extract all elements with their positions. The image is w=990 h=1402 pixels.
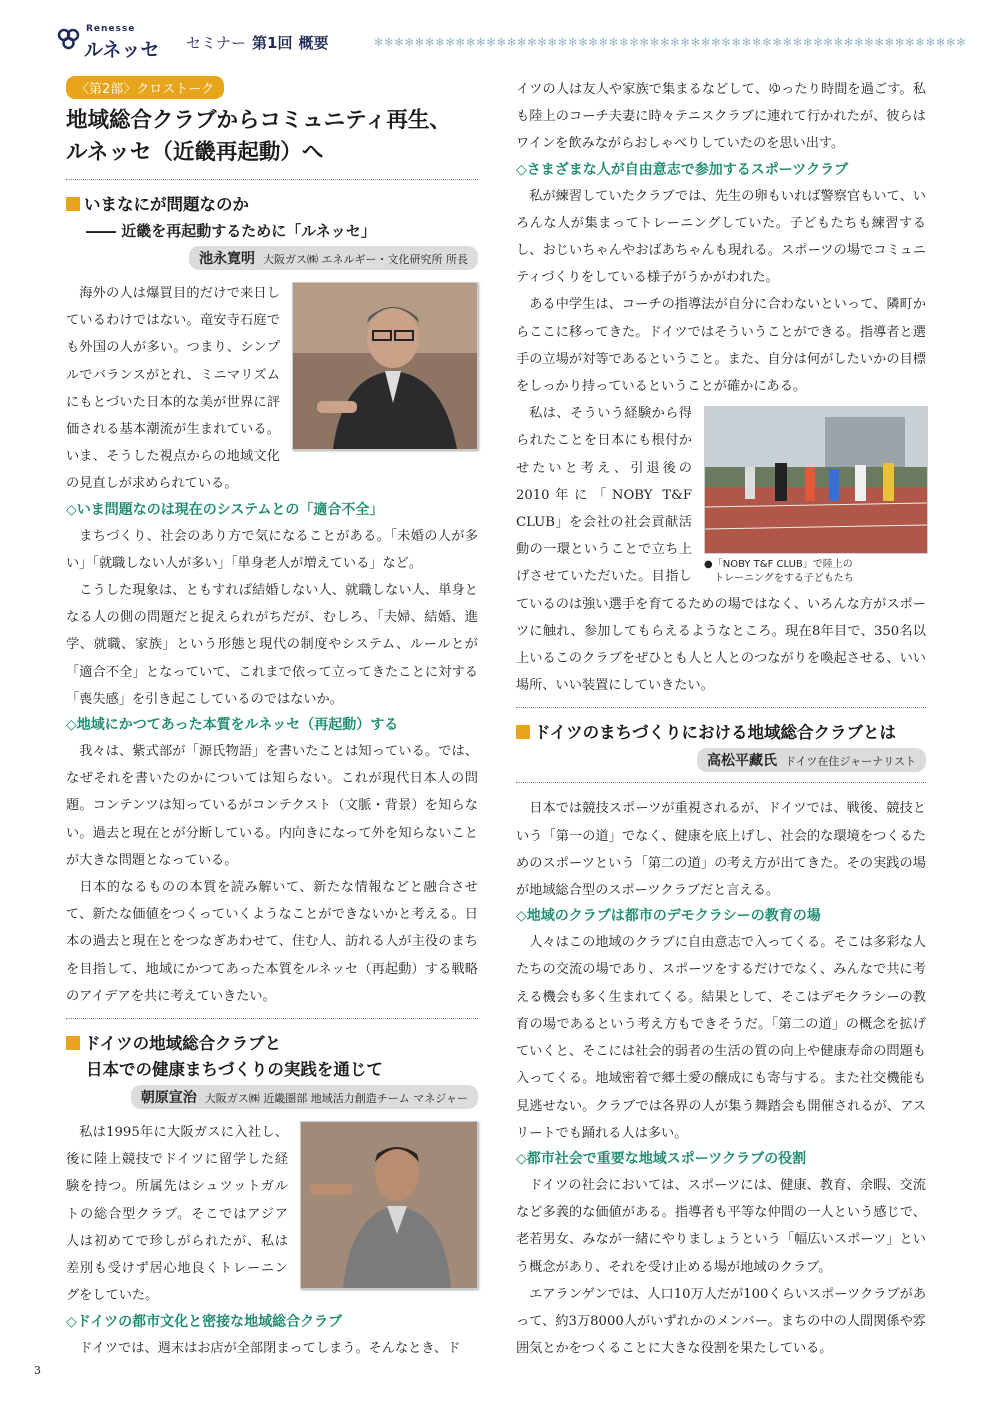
left-column bbox=[66, 76, 478, 1362]
header-kind: 概要 bbox=[298, 34, 329, 52]
header-session: 第1回 bbox=[252, 34, 293, 52]
square-bullet-icon bbox=[66, 197, 80, 211]
author-badge-ikenaga: 池永寛明 大阪ガス㈱ エネルギー・文化研究所 所長 bbox=[189, 246, 478, 270]
paragraph: こうした現象は、ともすれば結婚しない人、就職しない人、単身となる人の側の問題だと捉えられがちだが、むしろ、「夫婦、結婚、進学、就職、家族」という形態と現代の制度やシステム、ルールとが「適合不全」となっていて、これまで依って立ってきたことに対する「喪失感」を引き起こしているのではないか。 bbox=[66, 583, 478, 707]
section-1-subtitle: ―― 近畿を再起動するために「ルネッセ」 bbox=[86, 222, 376, 240]
renesse-logo-icon bbox=[56, 26, 82, 52]
paragraph: エアランゲンでは、人口10万人だが100くらいスポーツクラブがあって、約3万8000人がいずれかのメンバー。まちの中の人間関係や雰囲気とかをつくることに大きな役割を果たしている。 bbox=[516, 1286, 927, 1357]
paragraph: 私は、そういう経験から得られたことを日本にも根付かせたいと考え、引退後の2010年に「NOBY T&F CLUB」を会社の社会貢献活動の一環ということで立ち上げさせていただいた。目指しているのは強い選手を育てるための場ではなく、いろんな方がスポーツに触れ、参加してもらえるようなところ。現在8年目で、350名以上いるこのクラブをぜひとも人と人とのつながりを喚起させる、いい場所、いい装置にしていきたい。 bbox=[516, 406, 926, 694]
subheading: ◇さまざまな人が自由意志で参加するスポーツクラブ bbox=[516, 161, 849, 178]
logo-main-text: ルネッセ bbox=[84, 39, 160, 61]
right-column bbox=[516, 76, 926, 1362]
paragraph: 海外の人は爆買目的だけで来日しているわけではない。竜安寺石庭でも外国の人が多い。つまり、シンプルでバランスがとれ、ミニマリズムにもとづいた日本的な美が世界に評価される基本潮流が生まれている。いま、そうした視点からの地域文化の見直しが求められている。 bbox=[66, 286, 280, 492]
club-photo bbox=[704, 406, 928, 554]
page-number: 3 bbox=[34, 1364, 41, 1377]
header-star-rule: ✻✻✻✻✻✻✻✻✻✻✻✻✻✻✻✻✻✻✻✻✻✻✻✻✻✻✻✻✻✻✻✻✻✻✻✻✻✻✻✻✻✻✻✻✻✻✻✻✻✻✻✻✻✻✻✻✻✻ bbox=[374, 36, 967, 49]
paragraph: イツの人は友人や家族で集まるなどして、ゆったり時間を過ごす。私も陸上のコーチ夫妻に時々テニスクラブに連れて行かれたが、彼らはワインを飲みながらおしゃべりしていたのを思い出す。 bbox=[516, 82, 926, 152]
subheading: ◇都市社会で重要な地域スポーツクラブの役割 bbox=[516, 1150, 807, 1167]
section-2-title-line2: 日本での健康まちづくりの実践を通じて bbox=[86, 1060, 383, 1080]
paragraph: 人々はこの地域のクラブに自由意志で入ってくる。そこは多彩な人たちの交流の場であり、スポーツをするだけでなく、みんなで共に考える機会も多く生まれてくる。結果として、そこはデモクラシーの教育の場であるという考え方もできそうだ。「第二の道」の概念を拡げていくと、そこには社会的弱者の生活の質の向上や健康寿命の問題も入ってくる。地域密着で郷土愛の醸成にも寄与する。また社交機能も見逃せない。クラブでは各界の人が集う舞踏会も開催されるが、アスリートでも踊れる人は多い。 bbox=[516, 935, 926, 1141]
speaker-photo-ikenaga bbox=[292, 282, 478, 450]
section-2-title: ドイツの地域総合クラブと bbox=[66, 1031, 478, 1057]
divider bbox=[66, 179, 478, 180]
author-badge-takamatsu: 高松平藏氏 ドイツ在住ジャーナリスト bbox=[697, 748, 926, 772]
subheading: ◇いま問題なのは現在のシステムとの「適合不全」 bbox=[66, 501, 384, 518]
page-header bbox=[52, 22, 990, 62]
paragraph: ドイツの社会においては、スポーツには、健康、教育、余暇、交流など多義的な価値がある。指導者も平等な仲間の一人という感じで、老若男女、みなが一緒にやりましょうという「幅広いスポーツ」という概念があり、それを受け止める場が地域のクラブ。 bbox=[516, 1177, 926, 1275]
divider bbox=[66, 1018, 478, 1019]
square-bullet-icon bbox=[66, 1036, 80, 1050]
paragraph: ある中学生は、コーチの指導法が自分に合わないといって、隣町からここに移ってきた。ドイツではそういうことができる。指導者と選手の立場が対等であるということ。また、自分は何がしたいかの目標をしっかり持っているということが確かにある。 bbox=[516, 297, 926, 395]
logo-small-text: Renesse bbox=[86, 24, 136, 34]
header-title bbox=[186, 32, 328, 53]
main-title: 地域総合クラブからコミュニティ再生、 ルネッセ（近畿再起動）へ bbox=[66, 108, 451, 165]
club-photo-figure bbox=[704, 406, 926, 586]
paragraph: ドイツでは、週末はお店が全部閉まってしまう。そんなとき、ド bbox=[79, 1340, 461, 1356]
square-bullet-icon bbox=[516, 725, 530, 739]
header-series: セミナー bbox=[186, 34, 247, 52]
subheading: ◇ドイツの都市文化と密接な地域総合クラブ bbox=[66, 1313, 343, 1330]
paragraph: まちづくり、社会のあり方で気になることがある。「未婚の人が多い」「就職しない人が多い」「単身老人が増えている」など。 bbox=[66, 528, 478, 571]
divider bbox=[516, 782, 926, 783]
photo-caption: ●「NOBY T&F CLUB」で陸上の トレーニングをする子どもたち bbox=[704, 559, 854, 585]
section-3-title: ドイツのまちづくりにおける地域総合クラブとは bbox=[516, 720, 926, 746]
divider bbox=[516, 707, 926, 708]
section-1-title: いまなにが問題なのか bbox=[66, 192, 478, 218]
subheading: ◇地域のクラブは都市のデモクラシーの教育の場 bbox=[516, 908, 821, 925]
subheading: ◇地域にかつてあった本質をルネッセ（再起動）する bbox=[66, 717, 399, 734]
paragraph: 私が練習していたクラブでは、先生の卵もいれば警察官もいて、いろんな人が集まってトレーニングしていた。子どもたちも練習するし、おじいちゃんやおばあちゃんも現れる。スポーツの場でコミュニティづくりをしている様子がうかがわれた。 bbox=[516, 188, 926, 286]
paragraph: 日本的なるものの本質を読み解いて、新たな情報などと融合させて、新たな価値をつくっていくようなことができないかと考える。日本の過去と現在とをつなぎあわせて、住む人、訪れる人が主役のまちを目指して、地域にかつてあった本質をルネッセ（再起動）する戦略のアイデアを共に考えていきたい。 bbox=[66, 880, 478, 1004]
author-badge-asahara: 朝原宣治 大阪ガス㈱ 近畿圏部 地域活力創造チーム マネジャー bbox=[131, 1085, 478, 1109]
paragraph: 日本では競技スポーツが重視されるが、ドイツでは、戦後、競技という「第一の道」でなく、健康を底上げし、社会的な環境をつくるためのスポーツという「第二の道」の考え方が出てきた。その実践の場が地域総合型のスポーツクラブだと言える。 bbox=[516, 801, 926, 899]
part-tag: 〈第2部〉クロストーク bbox=[66, 76, 224, 99]
paragraph: 私は1995年に大阪ガスに入社し、後に陸上競技でドイツに留学した経験を持つ。所属先はシュツットガルトの総合型クラブ。そこではアジア人は初めてで珍しがられたが、私は差別も受けず居心地良くトレーニングをしていた。 bbox=[66, 1125, 288, 1304]
paragraph: 我々は、紫式部が「源氏物語」を書いたことは知っている。では、なぜそれを書いたのかについては知らない。これが現代日本人の問題。コンテンツは知っているがコンテクスト（文脈・背景）を知らない。過去と現在とが分断している。内向きになって外を知らないことが大きな問題となっている。 bbox=[66, 744, 478, 868]
speaker-photo-asahara bbox=[300, 1121, 478, 1289]
